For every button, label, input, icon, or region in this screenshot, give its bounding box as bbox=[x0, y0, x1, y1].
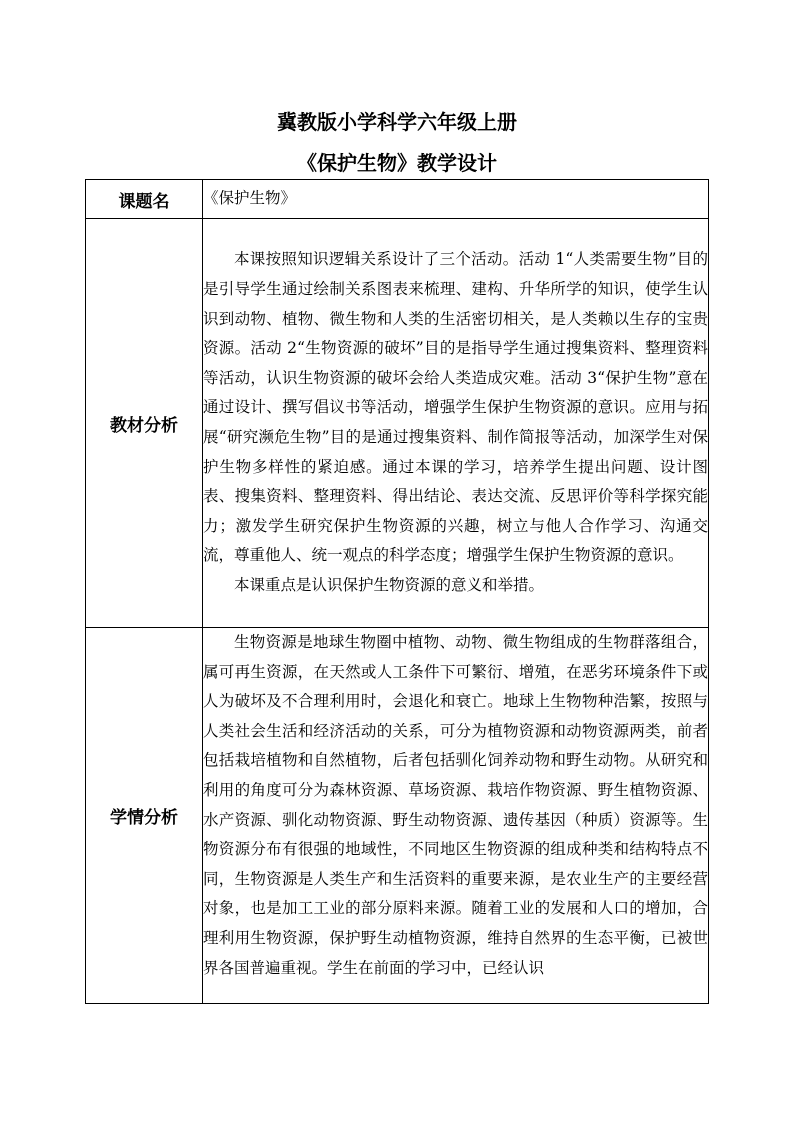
document-subtitle: 《保护生物》教学设计 bbox=[297, 151, 497, 175]
lesson-design-table bbox=[85, 179, 709, 1004]
textbook-analysis-paragraph-1: 本课按照知识逻辑关系设计了三个活动。活动 1“人类需要生物”目的是引导学生通过绘制关系图表来梳理、建构、升华所学的知识，使学生认识到动物、植物、微生物和人类的生活密切相关，是人类赖以生存的宝贵资源。活动 2“生物资源的破坏”目的是指导学生通过搜集资料、整理资料等活动，认识生物资源的破坏会给人类造成灾难。活动 3“保护生物”意在通过设计、撰写倡议书等活动，增强学生保护生物资源的意识。应用与拓展“研究濒危生物”目的是通过搜集资料、制作简报等活动，加深学生对保护生物多样性的紧迫感。通过本课的学习，培养学生提出问题、设计图表、搜集资料、整理资料、得出结论、表达交流、反思评价等科学探究能力；激发学生研究保护生物资源的兴趣，树立与他人合作学习、沟通交流，尊重他人、统一观点的科学态度；增强学生保护生物资源的意识。 bbox=[203, 250, 708, 565]
table-row-textbook-analysis bbox=[86, 219, 709, 628]
topic-text: 《保护生物》 bbox=[203, 189, 297, 208]
student-analysis-content bbox=[203, 628, 709, 1004]
textbook-analysis-paragraph-2: 本课重点是认识保护生物资源的意义和举措。 bbox=[234, 575, 545, 594]
table-row-student-analysis bbox=[86, 628, 709, 1004]
row-label-textbook-analysis: 教材分析 bbox=[86, 219, 203, 628]
student-analysis-paragraph-1: 生物资源是地球生物圈中植物、动物、微生物组成的生物群落组合，属可再生资源，在天然或人工条件下可繁衍、增殖，在恶劣环境条件下或人为破坏及不合理利用时，会退化和衰亡。地球上生物物种浩繁，按照与人类社会生活和经济活动的关系，可分为植物资源和动物资源两类，前者包括栽培植物和自然植物，后者包括驯化饲养动物和野生动物。从研究和利用的角度可分为森林资源、草场资源、栽培作物资源、野生植物资源、水产资源、驯化动物资源、野生动物资源、遗传基因（种质）资源等。生物资源分布有很强的地域性，不同地区生物资源的组成种类和结构特点不同，生物资源是人类生产和生活资料的重要来源，是农业生产的主要经营对象，也是加工工业的部分原料来源。随着工业的发展和人口的增加，合理利用生物资源，保护野生动植物资源，维持自然界的生态平衡，已被世界各国普遍重视。学生在前面的学习中，已经认识 bbox=[203, 633, 708, 977]
topic-value bbox=[203, 180, 709, 219]
row-label-topic: 课题名 bbox=[86, 180, 203, 219]
textbook-analysis-content bbox=[203, 219, 709, 628]
row-label-student-analysis: 学情分析 bbox=[86, 628, 203, 1004]
document-title: 冀教版小学科学六年级上册 bbox=[277, 110, 517, 134]
table-row-topic bbox=[86, 180, 709, 219]
